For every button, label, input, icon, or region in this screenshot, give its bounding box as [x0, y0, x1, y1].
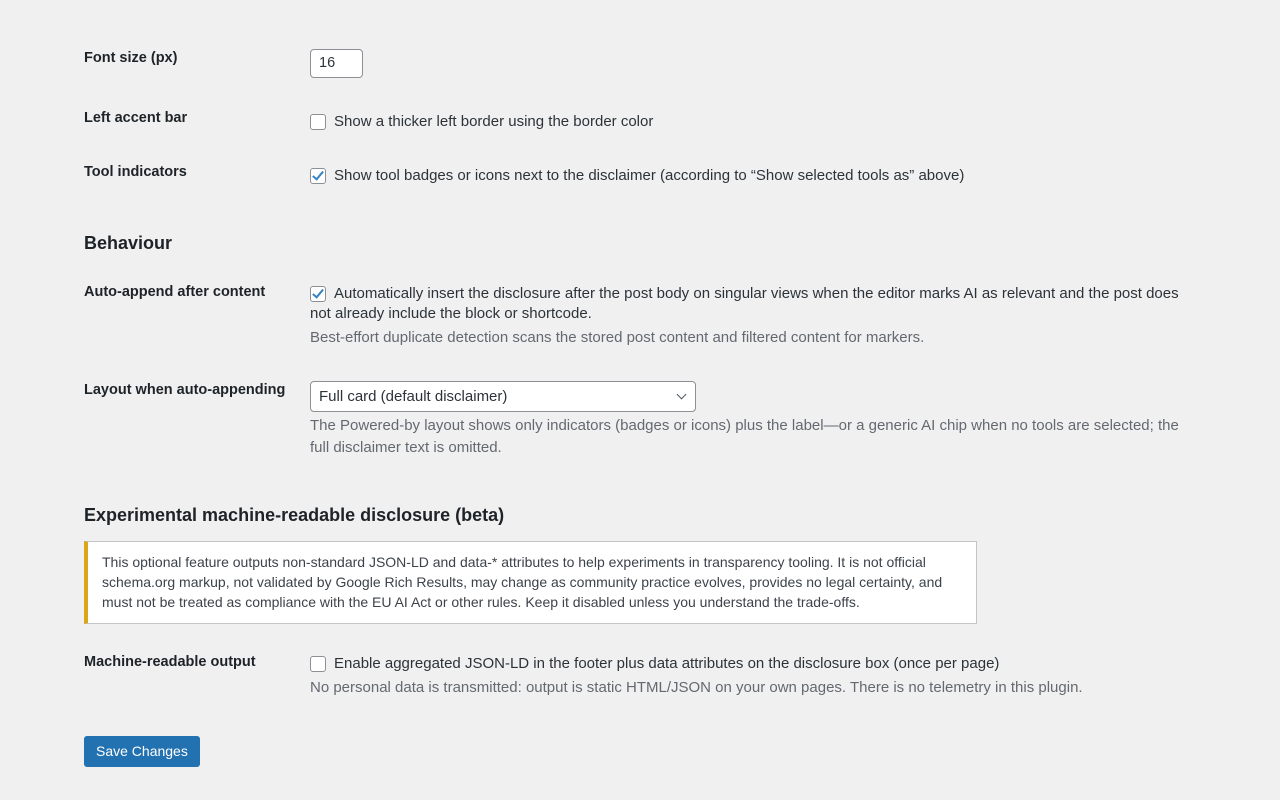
- tool-indicators-checkbox[interactable]: [310, 168, 326, 184]
- experimental-heading: Experimental machine-readable disclosure (beta): [84, 505, 505, 525]
- machine-readable-option[interactable]: [310, 654, 1194, 674]
- layout-label: Layout when auto-appending: [84, 382, 286, 398]
- experimental-warning-notice: This optional feature outputs non-standard JSON-LD and data-* attributes to help experiments in transparency tooling. It is not official schema.org markup, not validated by Google Rich Results, may change as community practice evolves, provides no legal certainty, and must not be treated as compliance with the EU AI Act or other rules. Keep it disabled unless you understand the trade-offs.: [84, 541, 977, 624]
- save-changes-button[interactable]: Save Changes: [84, 736, 200, 767]
- tool-indicators-label: Tool indicators: [84, 164, 187, 180]
- machine-readable-description: No personal data is transmitted: output is static HTML/JSON on your own pages. There is no telemetry in this plugin.: [310, 679, 1083, 696]
- layout-select-value: Full card (default disclaimer): [319, 388, 508, 405]
- left-accent-checkbox[interactable]: [310, 114, 326, 130]
- tool-indicators-checkbox-label: Show tool badges or icons next to the disclaimer (according to “Show selected tools as” above): [334, 167, 965, 184]
- auto-append-label: Auto-append after content: [84, 284, 266, 300]
- machine-readable-checkbox[interactable]: [310, 656, 326, 672]
- font-size-label: Font size (px): [84, 50, 178, 66]
- left-accent-checkbox-label: Show a thicker left border using the border color: [334, 113, 654, 130]
- left-accent-option[interactable]: [310, 112, 1194, 132]
- left-accent-label: Left accent bar: [84, 110, 188, 126]
- layout-select[interactable]: [310, 381, 696, 412]
- tool-indicators-option[interactable]: [310, 166, 1194, 186]
- layout-description: The Powered-by layout shows only indicators (badges or icons) plus the label—or a generic AI chip when no tools are selected; the full disclaimer text is omitted.: [310, 417, 1179, 456]
- chevron-down-icon: [677, 390, 687, 400]
- font-size-input[interactable]: 16: [310, 49, 363, 78]
- behaviour-heading: Behaviour: [84, 233, 173, 253]
- machine-readable-label: Machine-readable output: [84, 654, 256, 670]
- auto-append-option[interactable]: [310, 284, 1194, 324]
- auto-append-checkbox[interactable]: [310, 286, 326, 302]
- auto-append-checkbox-label: Automatically insert the disclosure after the post body on singular views when the editor marks AI as relevant and the post does not already include the block or shortcode.: [310, 285, 1179, 322]
- machine-readable-checkbox-label: Enable aggregated JSON-LD in the footer plus data attributes on the disclosure box (once per page): [334, 655, 1000, 672]
- auto-append-description: Best-effort duplicate detection scans the stored post content and filtered content for markers.: [310, 329, 925, 346]
